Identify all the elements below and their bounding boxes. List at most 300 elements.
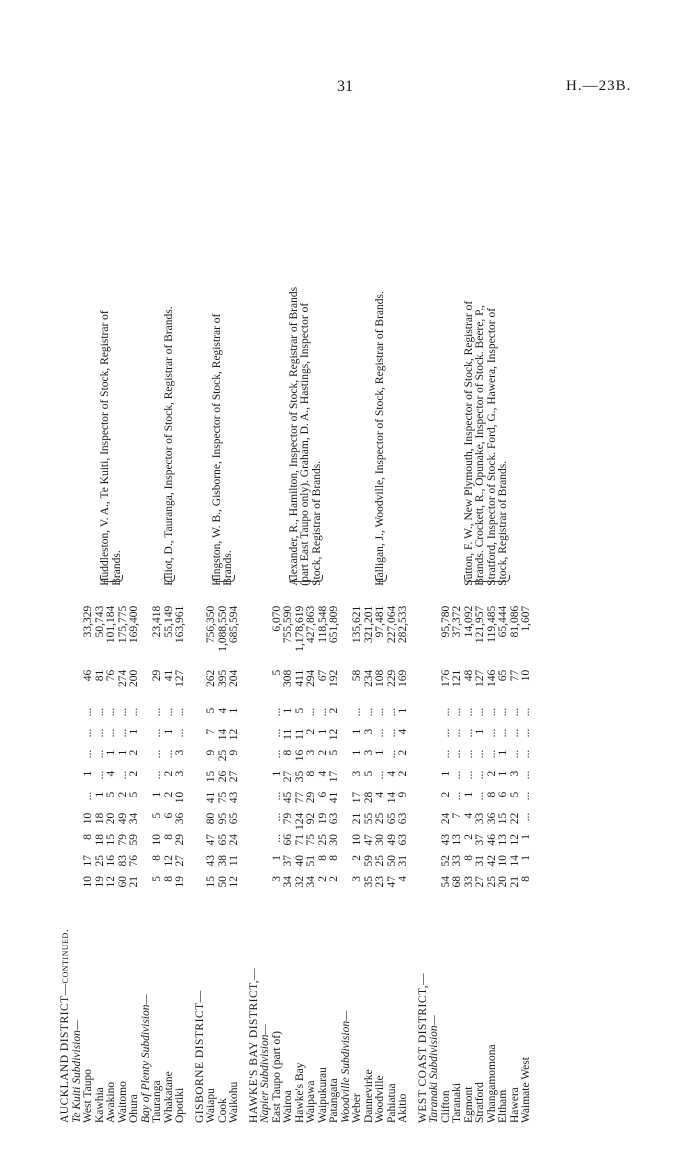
value-cell: 411 — [293, 669, 306, 687]
value-cell: ... — [82, 707, 94, 717]
value-cell: 3 — [508, 770, 521, 777]
value-cell: 6 — [316, 791, 329, 798]
county-name: Whangamomona — [485, 1044, 498, 1123]
value-cell: 63 — [328, 812, 340, 825]
value-cell: ... — [116, 770, 129, 780]
subdivision-heading: Bay of Plenty Subdivision— — [139, 994, 152, 1123]
value-cell: 163,961 — [174, 605, 186, 644]
value-cell: 12 — [228, 876, 240, 888]
subdivision-heading: Napier Subdivision— — [259, 1024, 271, 1123]
inspector-cell — [152, 284, 187, 604]
value-cell: 1 — [497, 749, 509, 756]
value-cell: 25 — [485, 876, 498, 888]
value-cell: 50 — [385, 855, 398, 867]
value-cell: 2 — [316, 749, 329, 756]
value-cell: 67 — [316, 669, 329, 682]
subdivision-heading-row — [72, 284, 84, 1125]
value-cell: 2 — [128, 770, 140, 777]
inspector-cell — [352, 284, 410, 604]
value-cell: 17 — [328, 770, 340, 783]
table-row — [441, 284, 453, 1125]
value-cell: 37,372 — [451, 605, 463, 638]
value-cell: 274 — [116, 669, 129, 687]
value-cell: 101,184 — [105, 605, 117, 644]
value-cell: 5 — [362, 770, 375, 777]
district-heading: HAWKE'S BAY DISTRICT,— — [247, 967, 260, 1123]
value-cell: 25 — [316, 834, 329, 846]
value-cell: 38 — [216, 855, 229, 867]
value-cell: 3 — [305, 749, 317, 756]
county-name: West Taupo — [82, 1069, 94, 1123]
table-row — [272, 284, 284, 1125]
value-cell: ... — [105, 707, 117, 717]
inspector-officer: Hingston, W. B., Gisborne, Inspector of Stock, Registrar of Brands. — [210, 313, 235, 586]
value-cell: 2 — [162, 791, 175, 798]
value-cell: 25 — [93, 855, 106, 867]
value-cell: 63 — [397, 812, 409, 825]
value-cell: 51 — [305, 855, 317, 867]
inspector-officer: Alexander, R., Hamilton, Inspector of Stock, Registrar of Brands (part East Taupo only). Graham, D. A., Hastings, Inspector of Stock, Registrar of Brands. — [287, 286, 323, 586]
value-cell: 3 — [270, 876, 283, 882]
value-cell: ... — [305, 707, 317, 717]
value-cell: ... — [151, 707, 163, 717]
county-name: Stratford — [474, 1082, 486, 1123]
district-heading-row — [418, 284, 430, 1125]
county-name: Clifton — [439, 1090, 452, 1123]
value-cell: 43 — [205, 855, 217, 867]
brace-mark — [289, 575, 324, 582]
value-cell: 3 — [351, 876, 363, 882]
value-cell: ... — [362, 707, 375, 717]
value-cell: 108 — [374, 669, 386, 687]
document-code: H.—23B. — [566, 78, 632, 94]
stock-returns-table — [60, 284, 533, 1125]
county-name: Pahiatua — [385, 1083, 398, 1123]
county-name: Opotiki — [174, 1087, 186, 1123]
value-cell: ... — [474, 707, 486, 717]
value-cell: 8 — [162, 876, 175, 882]
value-cell: 66 — [282, 834, 294, 846]
value-cell: 1 — [474, 728, 486, 735]
district-heading-row — [249, 284, 261, 1125]
value-cell: 18 — [93, 812, 106, 825]
value-cell: 80 — [205, 812, 217, 825]
value-cell: 8 — [328, 855, 340, 861]
value-cell: 2 — [397, 749, 409, 756]
value-cell: 1 — [439, 770, 452, 777]
value-cell: ... — [520, 707, 532, 717]
value-cell: ... — [497, 707, 509, 717]
value-cell: 1 — [316, 728, 329, 735]
value-cell: 8 — [162, 834, 175, 840]
value-cell: 3 — [362, 749, 375, 756]
value-cell: ... — [462, 770, 475, 780]
value-cell: ... — [474, 791, 486, 801]
value-cell: 27 — [282, 770, 294, 783]
value-cell: 229 — [385, 669, 398, 687]
value-cell: 10 — [82, 812, 94, 825]
value-cell: 12 — [328, 728, 340, 741]
inspector-text-wrap — [289, 286, 324, 586]
value-cell: 4 — [216, 707, 229, 714]
value-cell: 33,329 — [82, 605, 94, 638]
value-cell: 33 — [451, 855, 463, 867]
value-cell: 41 — [205, 791, 217, 804]
value-cell: 14 — [385, 791, 398, 804]
value-cell: 200 — [128, 669, 140, 687]
value-cell: 2 — [397, 770, 409, 777]
value-cell: ... — [451, 728, 463, 738]
county-name: Hawera — [508, 1087, 521, 1123]
value-cell: 4 — [462, 812, 475, 819]
value-cell: 65 — [216, 834, 229, 846]
rotated-table-region — [60, 80, 620, 1125]
county-name: Waipukurau — [316, 1067, 329, 1123]
value-cell: ... — [451, 707, 463, 717]
value-cell: 2 — [305, 728, 317, 735]
value-cell: 169,400 — [128, 605, 140, 644]
value-cell: 227,064 — [385, 605, 398, 644]
value-cell: 6 — [497, 791, 509, 798]
value-cell: 40 — [293, 855, 306, 867]
value-cell: ... — [270, 791, 283, 801]
value-cell: 25 — [216, 749, 229, 762]
value-cell: 95 — [216, 812, 229, 825]
value-cell: 49 — [116, 812, 129, 825]
value-cell: 81 — [93, 669, 106, 682]
value-cell: 30 — [374, 834, 386, 846]
district-heading-row — [60, 284, 72, 1125]
value-cell: 1,607 — [520, 605, 532, 632]
value-cell: ... — [270, 728, 283, 738]
value-cell: 5 — [128, 791, 140, 798]
county-name: Akitio — [397, 1093, 409, 1123]
value-cell: 20 — [105, 812, 117, 825]
value-cell: 33 — [474, 812, 486, 825]
value-cell: 12 — [508, 834, 521, 846]
value-cell: 21 — [508, 876, 521, 888]
value-cell: 1 — [351, 749, 363, 756]
value-cell: ... — [385, 749, 398, 759]
value-cell: 6 — [162, 812, 175, 819]
county-name: Weber — [351, 1093, 363, 1123]
value-cell: ... — [520, 812, 532, 822]
value-cell: ... — [128, 707, 140, 717]
value-cell: 4 — [397, 876, 409, 882]
value-cell: 10 — [520, 669, 532, 682]
value-cell: 118,548 — [316, 605, 329, 643]
subdivision-heading: Woodville Subdivision— — [339, 1010, 352, 1123]
value-cell: 1 — [105, 749, 117, 756]
value-cell: 11 — [282, 728, 294, 740]
value-cell: 77 — [508, 669, 521, 682]
value-cell: 79 — [116, 834, 129, 846]
value-cell: 35 — [362, 876, 375, 888]
value-cell: ... — [151, 749, 163, 759]
value-cell: 20 — [497, 876, 509, 888]
value-cell: 10 — [82, 876, 94, 888]
district-heading: AUCKLAND DISTRICT—continued. — [59, 928, 71, 1123]
inspector-text-wrap — [375, 286, 387, 586]
value-cell: 22 — [508, 812, 521, 825]
value-cell: 47 — [362, 834, 375, 846]
value-cell: 27 — [474, 876, 486, 888]
value-cell: 1 — [116, 749, 129, 756]
value-cell: 92 — [305, 812, 317, 825]
value-cell: 427,863 — [305, 605, 317, 644]
value-cell: 31 — [397, 855, 409, 867]
inspector-text-wrap — [100, 286, 123, 586]
value-cell: 10 — [497, 855, 509, 867]
value-cell: 121,957 — [474, 605, 486, 644]
value-cell: 1 — [282, 707, 294, 714]
value-cell: 15 — [205, 770, 217, 783]
value-cell: 41 — [162, 669, 175, 682]
value-cell: 79 — [282, 812, 294, 825]
value-cell: 14,092 — [462, 605, 475, 638]
inspector-officer: Halligan, J., Woodville, Inspector of Stock, Registrar of Brands. — [374, 291, 386, 586]
value-cell: 127 — [174, 669, 186, 687]
value-cell: 13 — [451, 834, 463, 846]
value-cell: ... — [385, 728, 398, 738]
value-cell: 2 — [316, 876, 329, 882]
value-cell: 46 — [82, 669, 94, 682]
value-cell: 81,086 — [508, 605, 521, 638]
value-cell: 34 — [305, 876, 317, 888]
value-cell: 3 — [351, 770, 363, 777]
value-cell: 34 — [128, 812, 140, 825]
value-cell: 9 — [205, 749, 217, 756]
value-cell: 262 — [205, 669, 217, 687]
value-cell: ... — [93, 749, 106, 759]
value-cell: ... — [520, 770, 532, 780]
value-cell: 21 — [351, 812, 363, 825]
value-cell: 1 — [93, 791, 106, 798]
value-cell: 55,149 — [162, 605, 175, 638]
value-cell: ... — [508, 728, 521, 738]
value-cell: ... — [439, 707, 452, 717]
value-cell: 1,088,550 — [216, 605, 229, 652]
value-cell: 121 — [451, 669, 463, 687]
value-cell: 1 — [520, 834, 532, 840]
inspector-cell — [83, 284, 141, 604]
value-cell: 54 — [439, 876, 452, 888]
value-cell: ... — [520, 791, 532, 801]
value-cell: 12 — [228, 728, 240, 741]
value-cell: 395 — [216, 669, 229, 687]
value-cell: 2 — [485, 770, 498, 777]
value-cell: 18 — [93, 834, 106, 846]
value-cell: 1 — [351, 728, 363, 735]
inspector-text-wrap — [164, 286, 176, 586]
county-name: Tauranga — [151, 1080, 163, 1123]
value-cell: ... — [151, 728, 163, 738]
value-cell: 756,350 — [205, 605, 217, 644]
value-cell: 10 — [351, 834, 363, 846]
value-cell: 9 — [228, 749, 240, 756]
value-cell: 4 — [316, 770, 329, 777]
value-cell: 2 — [351, 855, 363, 861]
value-cell: 49 — [385, 834, 398, 846]
value-cell: 33 — [462, 876, 475, 888]
county-name: Waipawa — [305, 1080, 317, 1123]
value-cell: ... — [462, 707, 475, 717]
value-cell: 8 — [462, 855, 475, 861]
value-cell: 19 — [93, 876, 106, 888]
value-cell: 11 — [228, 855, 240, 867]
value-cell: 43 — [439, 834, 452, 846]
value-cell: ... — [451, 791, 463, 801]
value-cell: 8 — [520, 876, 532, 882]
value-cell: 65 — [385, 812, 398, 825]
county-name: Waikohu — [228, 1081, 240, 1123]
value-cell: ... — [270, 812, 283, 822]
value-cell: 5 — [151, 812, 163, 819]
value-cell: 29 — [151, 669, 163, 682]
value-cell: ... — [351, 707, 363, 717]
county-name: Ohura — [128, 1094, 140, 1123]
value-cell: 71 — [293, 834, 306, 846]
value-cell: ... — [162, 707, 175, 717]
value-cell: 146 — [485, 669, 498, 687]
value-cell: 19 — [174, 876, 186, 888]
value-cell: 4 — [374, 791, 386, 798]
value-cell: 308 — [282, 669, 294, 687]
value-cell: ... — [174, 728, 186, 738]
value-cell: 5 — [205, 707, 217, 714]
value-cell: 15 — [497, 812, 509, 825]
value-cell: ... — [162, 749, 175, 759]
county-name: Awakino — [105, 1081, 117, 1123]
value-cell: ... — [151, 770, 163, 780]
value-cell: 5 — [105, 791, 117, 798]
value-cell: 25 — [374, 855, 386, 867]
value-cell: 52 — [439, 855, 452, 867]
value-cell: 29 — [174, 834, 186, 846]
value-cell: 10 — [174, 791, 186, 804]
inspector-officer: Elliot, D., Tauranga, Inspector of Stock, Registrar of Brands. — [162, 306, 175, 586]
value-cell: ... — [270, 834, 283, 843]
value-cell: ... — [451, 749, 463, 759]
value-cell: 95,780 — [439, 605, 452, 638]
value-cell: 5 — [508, 791, 521, 798]
value-cell: 24 — [228, 834, 240, 846]
value-cell: ... — [462, 728, 475, 738]
value-cell: 12 — [105, 876, 117, 888]
value-cell: 12 — [162, 855, 175, 867]
value-cell: 8 — [305, 770, 317, 777]
value-cell: 27 — [174, 855, 186, 867]
value-cell: ... — [497, 728, 509, 738]
value-cell: ... — [374, 770, 386, 780]
value-cell: ... — [374, 728, 386, 738]
value-cell: ... — [508, 749, 521, 759]
inspector-text-wrap — [212, 286, 235, 586]
value-cell: 1 — [82, 770, 94, 777]
value-cell: 651,809 — [328, 605, 340, 644]
value-cell: 47 — [385, 876, 398, 888]
value-cell: ... — [520, 749, 532, 759]
value-cell: 21 — [128, 876, 140, 888]
value-cell: 68 — [451, 876, 463, 888]
inspector-officer: Sutton, F. W., New Plymouth, Inspector of Stock, Registrar of Brands. Crockett, R., Opunake, Inspector of Stock. Beere, P., Stratford, Inspector of Stock. Ford, G., Hawera, Inspector of Stock, Registrar of Brands. — [462, 300, 509, 586]
value-cell: 1 — [162, 728, 175, 735]
value-cell: 5 — [270, 669, 283, 676]
value-cell: 2 — [328, 876, 340, 882]
value-cell: ... — [270, 749, 283, 759]
value-cell: ... — [485, 728, 498, 738]
value-cell: 755,590 — [282, 605, 294, 644]
value-cell: 19 — [316, 812, 329, 825]
county-name: Woodville — [374, 1075, 386, 1123]
value-cell: 6,070 — [270, 605, 283, 632]
value-cell: 192 — [328, 669, 340, 687]
county-name: Waimate West — [520, 1057, 532, 1123]
value-cell: ... — [385, 707, 398, 717]
value-cell: 65 — [497, 669, 509, 682]
value-cell: ... — [485, 707, 498, 717]
value-cell: ... — [93, 728, 106, 738]
value-cell: 11 — [293, 728, 306, 740]
inspector-officer: Huddleston, V. A., Te Kuiti, Inspector of Stock, Registrar of Brands. — [99, 310, 123, 586]
value-cell: 2 — [462, 834, 475, 840]
value-cell: 30 — [328, 834, 340, 846]
value-cell: 176 — [439, 669, 452, 687]
value-cell: 26 — [216, 770, 229, 783]
value-cell: 65,444 — [497, 605, 509, 638]
county-name: Wairoa — [282, 1090, 294, 1123]
value-cell: ... — [82, 791, 94, 801]
value-cell: 31 — [474, 855, 486, 867]
county-name: Whakatane — [162, 1071, 175, 1123]
county-name: Eltham — [497, 1089, 509, 1123]
value-cell: 65 — [228, 812, 240, 825]
value-cell: ... — [439, 728, 452, 738]
district-heading: WEST COAST DISTRICT,— — [416, 972, 429, 1123]
value-cell: 9 — [397, 791, 409, 798]
inspector-text-wrap — [464, 286, 510, 586]
value-cell: 124 — [293, 812, 306, 830]
value-cell: 3 — [362, 728, 375, 735]
value-cell: 50,743 — [93, 605, 106, 638]
table-row — [83, 284, 95, 1125]
value-cell: 75 — [305, 834, 317, 846]
value-cell: 8 — [485, 791, 498, 798]
value-cell: 14 — [216, 728, 229, 741]
subdivision-heading: Taranaki Subdivision— — [428, 1015, 440, 1123]
value-cell: 1,178,619 — [293, 605, 306, 652]
value-cell: 76 — [128, 855, 140, 867]
value-cell: 36 — [174, 812, 186, 825]
value-cell: 1 — [462, 791, 475, 798]
county-name: Waiapu — [205, 1088, 217, 1123]
value-cell: 1 — [228, 707, 240, 714]
value-cell: 2 — [162, 770, 175, 777]
value-cell: 4 — [385, 770, 398, 777]
value-cell: 1 — [270, 770, 283, 777]
value-cell: ... — [116, 728, 129, 738]
county-name: Dannevirke — [362, 1069, 375, 1123]
county-name: Cook — [216, 1098, 229, 1123]
value-cell: ... — [374, 707, 386, 717]
value-cell: 14 — [508, 855, 521, 867]
county-name: East Taupo (part of) — [270, 1031, 283, 1123]
value-cell: 2 — [128, 749, 140, 756]
value-cell: 7 — [205, 728, 217, 735]
value-cell: 1 — [497, 770, 509, 777]
value-cell: 34 — [282, 876, 294, 888]
value-cell: 1 — [397, 707, 409, 714]
